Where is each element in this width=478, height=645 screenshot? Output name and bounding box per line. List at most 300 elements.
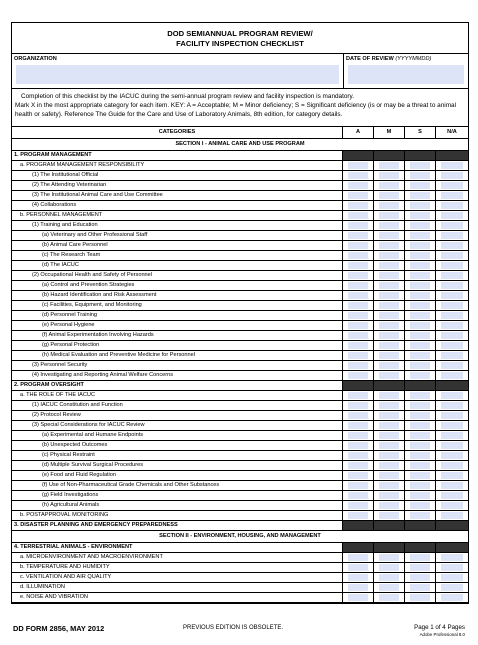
- section-header-row: [12, 139, 468, 151]
- rating-checkbox-a[interactable]: [348, 202, 368, 209]
- rating-checkbox-na[interactable]: [441, 564, 463, 571]
- rating-cell-s: [405, 451, 436, 460]
- rating-checkbox-a[interactable]: [348, 272, 368, 279]
- rating-checkbox-a[interactable]: [348, 212, 368, 219]
- rating-checkbox-na[interactable]: [441, 282, 463, 289]
- rating-checkbox-a[interactable]: [348, 162, 368, 169]
- rating-checkbox-a[interactable]: [348, 502, 368, 509]
- rating-cell-s: [405, 291, 436, 300]
- rating-cell-a: [343, 441, 374, 450]
- rating-checkbox-na[interactable]: [441, 482, 463, 489]
- rating-checkbox-na[interactable]: [441, 584, 463, 591]
- rating-cell-na: [436, 553, 468, 562]
- rating-checkbox-m[interactable]: [379, 222, 399, 229]
- rating-cell-m: [374, 573, 405, 582]
- rating-checkbox-s[interactable]: [410, 564, 430, 571]
- category-label: (4) Collaborations: [12, 201, 343, 210]
- rating-checkbox-na[interactable]: [441, 222, 463, 229]
- rating-checkbox-s[interactable]: [410, 462, 430, 469]
- rating-checkbox-s[interactable]: [410, 412, 430, 419]
- rating-checkbox-na[interactable]: [441, 272, 463, 279]
- rating-checkbox-m[interactable]: [379, 162, 399, 169]
- section-title: SECTION I - ANIMAL CARE AND USE PROGRAM: [175, 141, 305, 147]
- category-label: 4. TERRESTRIAL ANIMALS - ENVIRONMENT: [12, 543, 343, 552]
- rating-cell-m: [374, 171, 405, 180]
- rating-cell-a: [343, 321, 374, 330]
- checklist-item-row: [12, 201, 468, 211]
- rating-cell-a: [343, 511, 374, 520]
- rating-checkbox-m[interactable]: [379, 574, 399, 581]
- checklist-item-row: [12, 311, 468, 321]
- rating-checkbox-na[interactable]: [441, 182, 463, 189]
- rating-cell-na: [436, 451, 468, 460]
- rating-cell-a: [343, 301, 374, 310]
- rating-checkbox-a[interactable]: [348, 232, 368, 239]
- rating-checkbox-a[interactable]: [348, 192, 368, 199]
- category-label: a. THE ROLE OF THE IACUC: [12, 391, 343, 400]
- rating-checkbox-s[interactable]: [410, 402, 430, 409]
- date-format-hint: (YYYYMMDD): [395, 56, 432, 62]
- rating-cell-na: [436, 543, 468, 552]
- rating-checkbox-a[interactable]: [348, 242, 368, 249]
- rating-cell-na: [436, 351, 468, 360]
- organization-label: ORGANIZATION: [14, 56, 57, 62]
- rating-checkbox-na[interactable]: [441, 242, 463, 249]
- instructions-paragraph-1: Completion of this checklist by the IACUC during the semi-annual program review and facility inspection is mandatory.: [21, 93, 355, 100]
- rating-cell-a: [343, 281, 374, 290]
- rating-cell-s: [405, 421, 436, 430]
- rating-checkbox-m[interactable]: [379, 232, 399, 239]
- rating-cell-s: [405, 241, 436, 250]
- rating-cell-m: [374, 261, 405, 270]
- rating-checkbox-m[interactable]: [379, 512, 399, 519]
- rating-cell-na: [436, 511, 468, 520]
- category-label: (a) Experimental and Humane Endpoints: [12, 431, 343, 440]
- rating-checkbox-m[interactable]: [379, 432, 399, 439]
- rating-checkbox-na[interactable]: [441, 452, 463, 459]
- category-label: 2. PROGRAM OVERSIGHT: [12, 381, 343, 390]
- category-label: (1) Training and Education: [12, 221, 343, 230]
- rating-cell-m: [374, 161, 405, 170]
- rating-checkbox-a[interactable]: [348, 302, 368, 309]
- rating-cell-m: [374, 491, 405, 500]
- rating-cell-m: [374, 391, 405, 400]
- rating-checkbox-s[interactable]: [410, 442, 430, 449]
- rating-cell-na: [436, 583, 468, 592]
- checklist-item-row: [12, 481, 468, 491]
- rating-cell-na: [436, 201, 468, 210]
- rating-checkbox-a[interactable]: [348, 462, 368, 469]
- rating-checkbox-m[interactable]: [379, 492, 399, 499]
- rating-cell-a: [343, 211, 374, 220]
- rating-checkbox-a[interactable]: [348, 482, 368, 489]
- rating-checkbox-s[interactable]: [410, 492, 430, 499]
- rating-checkbox-s[interactable]: [410, 422, 430, 429]
- acceptable-header: A: [343, 127, 374, 138]
- rating-checkbox-a[interactable]: [348, 182, 368, 189]
- rating-checkbox-a[interactable]: [348, 402, 368, 409]
- rating-checkbox-s[interactable]: [410, 192, 430, 199]
- rating-checkbox-s[interactable]: [410, 312, 430, 319]
- rating-checkbox-s[interactable]: [410, 292, 430, 299]
- category-label: b. PERSONNEL MANAGEMENT: [12, 211, 343, 220]
- rating-cell-na: [436, 151, 468, 160]
- category-label: 3. DISASTER PLANNING AND EMERGENCY PREPAREDNESS: [12, 521, 343, 530]
- rating-checkbox-s[interactable]: [410, 252, 430, 259]
- rating-cell-a: [343, 331, 374, 340]
- rating-cell-s: [405, 201, 436, 210]
- rating-cell-m: [374, 361, 405, 370]
- rating-cell-na: [436, 231, 468, 240]
- rating-checkbox-m[interactable]: [379, 172, 399, 179]
- rating-checkbox-a[interactable]: [348, 252, 368, 259]
- rating-cell-na: [436, 381, 468, 390]
- rating-checkbox-m[interactable]: [379, 442, 399, 449]
- rating-checkbox-na[interactable]: [441, 362, 463, 369]
- checklist-item-row: [12, 251, 468, 261]
- rating-cell-na: [436, 411, 468, 420]
- rating-checkbox-m[interactable]: [379, 554, 399, 561]
- category-group-row: [12, 543, 468, 553]
- rating-checkbox-na[interactable]: [441, 512, 463, 519]
- rating-checkbox-a[interactable]: [348, 332, 368, 339]
- rating-checkbox-na[interactable]: [441, 232, 463, 239]
- rating-checkbox-na[interactable]: [441, 554, 463, 561]
- rating-checkbox-a[interactable]: [348, 594, 368, 601]
- rating-checkbox-m[interactable]: [379, 282, 399, 289]
- rating-cell-na: [436, 281, 468, 290]
- rating-checkbox-a[interactable]: [348, 412, 368, 419]
- rating-cell-na: [436, 301, 468, 310]
- rating-checkbox-s[interactable]: [410, 322, 430, 329]
- rating-checkbox-m[interactable]: [379, 584, 399, 591]
- category-label: b. POSTAPPROVAL MONITORING: [12, 511, 343, 520]
- rating-checkbox-na[interactable]: [441, 412, 463, 419]
- rating-checkbox-na[interactable]: [441, 342, 463, 349]
- rating-cell-a: [343, 471, 374, 480]
- rating-checkbox-m[interactable]: [379, 202, 399, 209]
- rating-cell-s: [405, 301, 436, 310]
- rating-cell-m: [374, 241, 405, 250]
- rating-checkbox-na[interactable]: [441, 252, 463, 259]
- rating-cell-s: [405, 501, 436, 510]
- rating-checkbox-s[interactable]: [410, 262, 430, 269]
- rating-cell-m: [374, 211, 405, 220]
- organization-field[interactable]: [16, 65, 339, 84]
- rating-checkbox-s[interactable]: [410, 212, 430, 219]
- rating-checkbox-m[interactable]: [379, 252, 399, 259]
- rating-checkbox-m[interactable]: [379, 292, 399, 299]
- rating-checkbox-na[interactable]: [441, 172, 463, 179]
- rating-cell-s: [405, 191, 436, 200]
- rating-checkbox-na[interactable]: [441, 332, 463, 339]
- rating-checkbox-a[interactable]: [348, 512, 368, 519]
- rating-checkbox-m[interactable]: [379, 242, 399, 249]
- rating-cell-s: [405, 151, 436, 160]
- category-group-row: [12, 151, 468, 161]
- rating-checkbox-na[interactable]: [441, 462, 463, 469]
- rating-checkbox-s[interactable]: [410, 512, 430, 519]
- table-header-row: [12, 127, 468, 139]
- rating-checkbox-s[interactable]: [410, 272, 430, 279]
- rating-checkbox-a[interactable]: [348, 322, 368, 329]
- rating-checkbox-na[interactable]: [441, 192, 463, 199]
- not-applicable-header: N/A: [447, 129, 457, 135]
- rating-cell-m: [374, 191, 405, 200]
- rating-checkbox-na[interactable]: [441, 322, 463, 329]
- inspection-checklist-form: [11, 22, 469, 604]
- rating-cell-s: [405, 563, 436, 572]
- rating-cell-a: [343, 421, 374, 430]
- rating-checkbox-m[interactable]: [379, 182, 399, 189]
- rating-checkbox-s[interactable]: [410, 502, 430, 509]
- rating-checkbox-m[interactable]: [379, 472, 399, 479]
- rating-checkbox-a[interactable]: [348, 282, 368, 289]
- checklist-item-row: [12, 361, 468, 371]
- checklist-item-row: [12, 161, 468, 171]
- rating-cell-s: [405, 331, 436, 340]
- rating-cell-m: [374, 543, 405, 552]
- checklist-item-row: [12, 331, 468, 341]
- rating-checkbox-na[interactable]: [441, 492, 463, 499]
- rating-checkbox-a[interactable]: [348, 422, 368, 429]
- rating-checkbox-na[interactable]: [441, 162, 463, 169]
- rating-checkbox-m[interactable]: [379, 594, 399, 601]
- rating-checkbox-m[interactable]: [379, 502, 399, 509]
- checklist-item-row: [12, 291, 468, 301]
- rating-checkbox-a[interactable]: [348, 362, 368, 369]
- rating-cell-s: [405, 553, 436, 562]
- rating-checkbox-m[interactable]: [379, 322, 399, 329]
- rating-checkbox-na[interactable]: [441, 302, 463, 309]
- rating-checkbox-s[interactable]: [410, 482, 430, 489]
- category-label: a. PROGRAM MANAGEMENT RESPONSIBILITY: [12, 161, 343, 170]
- rating-checkbox-na[interactable]: [441, 574, 463, 581]
- checklist-item-row: [12, 421, 468, 431]
- rating-checkbox-a[interactable]: [348, 564, 368, 571]
- rating-cell-na: [436, 341, 468, 350]
- rating-cell-m: [374, 563, 405, 572]
- rating-checkbox-a[interactable]: [348, 492, 368, 499]
- rating-checkbox-na[interactable]: [441, 472, 463, 479]
- rating-checkbox-m[interactable]: [379, 392, 399, 399]
- rating-cell-a: [343, 171, 374, 180]
- rating-cell-m: [374, 521, 405, 530]
- rating-cell-na: [436, 593, 468, 602]
- checklist-item-row: [12, 171, 468, 181]
- rating-checkbox-s[interactable]: [410, 452, 430, 459]
- rating-cell-a: [343, 543, 374, 552]
- rating-cell-s: [405, 371, 436, 380]
- rating-checkbox-s[interactable]: [410, 282, 430, 289]
- rating-checkbox-a[interactable]: [348, 574, 368, 581]
- checklist-item-row: [12, 501, 468, 511]
- rating-cell-a: [343, 251, 374, 260]
- rating-cell-s: [405, 521, 436, 530]
- rating-cell-na: [436, 563, 468, 572]
- rating-checkbox-m[interactable]: [379, 272, 399, 279]
- rating-checkbox-s[interactable]: [410, 372, 430, 379]
- rating-checkbox-s[interactable]: [410, 332, 430, 339]
- rating-cell-s: [405, 361, 436, 370]
- rating-checkbox-na[interactable]: [441, 432, 463, 439]
- rating-cell-na: [436, 271, 468, 280]
- rating-checkbox-a[interactable]: [348, 452, 368, 459]
- rating-checkbox-m[interactable]: [379, 422, 399, 429]
- rating-cell-a: [343, 341, 374, 350]
- category-label: (e) Food and Fluid Regulation: [12, 471, 343, 480]
- rating-cell-a: [343, 351, 374, 360]
- rating-cell-a: [343, 271, 374, 280]
- rating-cell-a: [343, 361, 374, 370]
- rating-checkbox-a[interactable]: [348, 352, 368, 359]
- rating-checkbox-s[interactable]: [410, 242, 430, 249]
- rating-checkbox-a[interactable]: [348, 342, 368, 349]
- rating-checkbox-s[interactable]: [410, 574, 430, 581]
- rating-checkbox-s[interactable]: [410, 472, 430, 479]
- rating-checkbox-na[interactable]: [441, 212, 463, 219]
- rating-cell-m: [374, 553, 405, 562]
- category-label: (b) Hazard Identification and Risk Assessment: [12, 291, 343, 300]
- rating-cell-m: [374, 351, 405, 360]
- minor-header: M: [374, 127, 405, 138]
- rating-checkbox-a[interactable]: [348, 262, 368, 269]
- rating-checkbox-a[interactable]: [348, 312, 368, 319]
- category-label: (1) The Institutional Official: [12, 171, 343, 180]
- rating-checkbox-na[interactable]: [441, 372, 463, 379]
- rating-checkbox-m[interactable]: [379, 302, 399, 309]
- rating-cell-s: [405, 441, 436, 450]
- rating-checkbox-a[interactable]: [348, 442, 368, 449]
- rating-checkbox-na[interactable]: [441, 202, 463, 209]
- rating-cell-s: [405, 261, 436, 270]
- rating-cell-s: [405, 161, 436, 170]
- rating-checkbox-a[interactable]: [348, 584, 368, 591]
- rating-checkbox-s[interactable]: [410, 222, 430, 229]
- rating-checkbox-m[interactable]: [379, 332, 399, 339]
- rating-checkbox-s[interactable]: [410, 342, 430, 349]
- rating-checkbox-m[interactable]: [379, 402, 399, 409]
- rating-checkbox-na[interactable]: [441, 502, 463, 509]
- rating-cell-s: [405, 311, 436, 320]
- rating-checkbox-a[interactable]: [348, 292, 368, 299]
- rating-checkbox-na[interactable]: [441, 402, 463, 409]
- rating-cell-m: [374, 461, 405, 470]
- rating-checkbox-na[interactable]: [441, 292, 463, 299]
- rating-checkbox-m[interactable]: [379, 412, 399, 419]
- rating-checkbox-s[interactable]: [410, 202, 430, 209]
- checklist-item-row: [12, 271, 468, 281]
- rating-checkbox-m[interactable]: [379, 212, 399, 219]
- rating-cell-s: [405, 231, 436, 240]
- category-label: (h) Medical Evaluation and Preventive Medicine for Personnel: [12, 351, 343, 360]
- rating-checkbox-s[interactable]: [410, 392, 430, 399]
- rating-checkbox-s[interactable]: [410, 362, 430, 369]
- checklist-item-row: [12, 341, 468, 351]
- rating-checkbox-m[interactable]: [379, 452, 399, 459]
- category-label: (d) Personnel Training: [12, 311, 343, 320]
- rating-checkbox-na[interactable]: [441, 392, 463, 399]
- rating-cell-a: [343, 191, 374, 200]
- rating-checkbox-m[interactable]: [379, 362, 399, 369]
- rating-checkbox-s[interactable]: [410, 232, 430, 239]
- rating-checkbox-m[interactable]: [379, 352, 399, 359]
- rating-checkbox-a[interactable]: [348, 172, 368, 179]
- rating-cell-s: [405, 321, 436, 330]
- rating-checkbox-s[interactable]: [410, 432, 430, 439]
- rating-checkbox-m[interactable]: [379, 462, 399, 469]
- rating-checkbox-s[interactable]: [410, 182, 430, 189]
- rating-checkbox-s[interactable]: [410, 352, 430, 359]
- category-label: (f) Use of Non-Pharmaceutical Grade Chemicals and Other Substances: [12, 481, 343, 490]
- rating-cell-na: [436, 161, 468, 170]
- rating-checkbox-na[interactable]: [441, 442, 463, 449]
- rating-cell-a: [343, 583, 374, 592]
- rating-checkbox-na[interactable]: [441, 262, 463, 269]
- rating-cell-s: [405, 543, 436, 552]
- rating-cell-na: [436, 421, 468, 430]
- rating-cell-s: [405, 431, 436, 440]
- rating-checkbox-m[interactable]: [379, 192, 399, 199]
- rating-checkbox-a[interactable]: [348, 554, 368, 561]
- rating-cell-m: [374, 511, 405, 520]
- rating-cell-a: [343, 151, 374, 160]
- rating-checkbox-m[interactable]: [379, 342, 399, 349]
- rating-cell-s: [405, 491, 436, 500]
- rating-cell-na: [436, 171, 468, 180]
- rating-checkbox-m[interactable]: [379, 372, 399, 379]
- rating-cell-m: [374, 221, 405, 230]
- rating-cell-na: [436, 241, 468, 250]
- rating-cell-na: [436, 331, 468, 340]
- rating-cell-na: [436, 501, 468, 510]
- rating-checkbox-m[interactable]: [379, 312, 399, 319]
- date-of-review-field[interactable]: [348, 65, 464, 84]
- rating-checkbox-na[interactable]: [441, 594, 463, 601]
- rating-cell-a: [343, 573, 374, 582]
- rating-checkbox-s[interactable]: [410, 172, 430, 179]
- rating-checkbox-s[interactable]: [410, 594, 430, 601]
- rating-checkbox-a[interactable]: [348, 372, 368, 379]
- rating-checkbox-s[interactable]: [410, 584, 430, 591]
- rating-cell-na: [436, 491, 468, 500]
- rating-checkbox-m[interactable]: [379, 262, 399, 269]
- rating-cell-s: [405, 573, 436, 582]
- rating-checkbox-na[interactable]: [441, 352, 463, 359]
- form-title-line1: DOD SEMIANNUAL PROGRAM REVIEW/: [167, 29, 313, 38]
- rating-checkbox-m[interactable]: [379, 482, 399, 489]
- rating-checkbox-s[interactable]: [410, 554, 430, 561]
- checklist-item-row: [12, 451, 468, 461]
- instructions: [12, 89, 468, 127]
- rating-checkbox-na[interactable]: [441, 312, 463, 319]
- rating-checkbox-na[interactable]: [441, 422, 463, 429]
- header-fields: [12, 54, 468, 89]
- rating-checkbox-a[interactable]: [348, 392, 368, 399]
- rating-checkbox-a[interactable]: [348, 472, 368, 479]
- rating-cell-m: [374, 231, 405, 240]
- rating-cell-a: [343, 381, 374, 390]
- rating-cell-s: [405, 401, 436, 410]
- rating-cell-m: [374, 271, 405, 280]
- rating-checkbox-m[interactable]: [379, 564, 399, 571]
- rating-checkbox-s[interactable]: [410, 162, 430, 169]
- rating-checkbox-s[interactable]: [410, 302, 430, 309]
- rating-cell-m: [374, 451, 405, 460]
- checklist-item-row: [12, 391, 468, 401]
- rating-checkbox-a[interactable]: [348, 432, 368, 439]
- rating-checkbox-a[interactable]: [348, 222, 368, 229]
